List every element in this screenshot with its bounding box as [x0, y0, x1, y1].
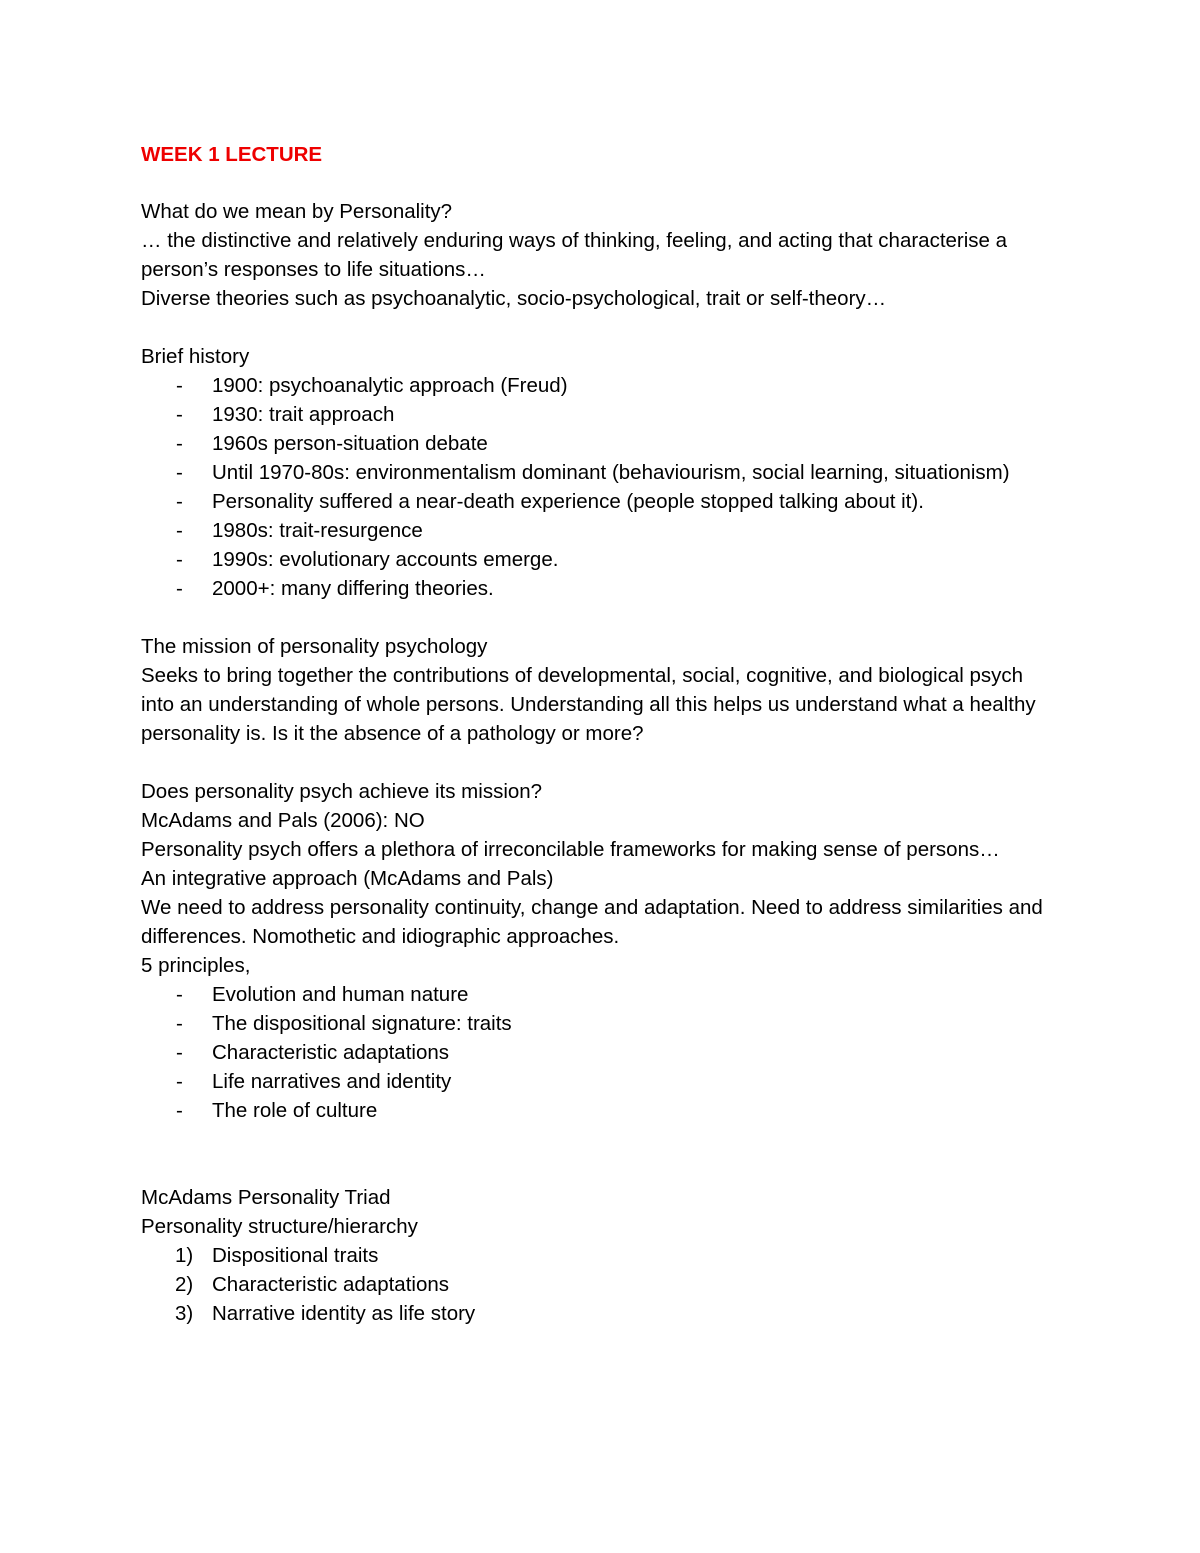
list-item: 3) Narrative identity as life story	[141, 1299, 1061, 1328]
intro-heading: What do we mean by Personality?	[141, 200, 453, 223]
dash-marker: -	[176, 1070, 183, 1093]
history-section	[141, 342, 1061, 603]
achieve-line: We need to address personality continuity, change and adaptation. Need to address similarities and differences. Nomothetic and idiographic approaches.	[141, 896, 1043, 948]
number-marker: 3)	[175, 1302, 194, 1325]
triad-list	[141, 1241, 1061, 1328]
principles-list	[141, 980, 1061, 1125]
achieve-line: An integrative approach (McAdams and Pals)	[141, 867, 554, 890]
mission-body: Seeks to bring together the contributions of developmental, social, cognitive, and biological psych into an understanding of whole persons. Understanding all this helps us understand what a healthy personality is. Is it the absence of a pathology or more?	[141, 664, 1036, 745]
dash-marker: -	[176, 519, 183, 542]
dash-marker: -	[176, 983, 183, 1006]
intro-definition: … the distinctive and relatively enduring ways of thinking, feeling, and acting that characterise a person’s responses to life situations…	[141, 229, 1008, 281]
list-item: - Until 1970-80s: environmentalism dominant (behaviourism, social learning, situationism)	[141, 458, 1061, 487]
list-item: - 1930: trait approach	[141, 400, 1061, 429]
triad-section	[141, 1183, 1061, 1328]
achieve-line: McAdams and Pals (2006): NO	[141, 809, 425, 832]
triad-subheading: Personality structure/hierarchy	[141, 1215, 418, 1238]
list-item: 2) Characteristic adaptations	[141, 1270, 1061, 1299]
list-item: - Life narratives and identity	[141, 1067, 1061, 1096]
intro-section	[141, 197, 1061, 313]
history-heading: Brief history	[141, 345, 250, 368]
page-title: WEEK 1 LECTURE	[141, 143, 323, 166]
principles-heading: 5 principles,	[141, 954, 251, 977]
dash-marker: -	[176, 1041, 183, 1064]
dash-marker: -	[176, 548, 183, 571]
dash-marker: -	[176, 490, 183, 513]
dash-marker: -	[176, 403, 183, 426]
list-item: - The dispositional signature: traits	[141, 1009, 1061, 1038]
intro-theories: Diverse theories such as psychoanalytic, socio-psychological, trait or self-theory…	[141, 287, 887, 310]
number-marker: 2)	[175, 1273, 194, 1296]
blank-space	[141, 1125, 1061, 1183]
dash-marker: -	[176, 432, 183, 455]
number-marker: 1)	[175, 1244, 194, 1267]
mission-section	[141, 632, 1061, 748]
list-item: - 2000+: many differing theories.	[141, 574, 1061, 603]
list-item: - 1990s: evolutionary accounts emerge.	[141, 545, 1061, 574]
triad-heading: McAdams Personality Triad	[141, 1186, 391, 1209]
dash-marker: -	[176, 374, 183, 397]
list-item: - 1900: psychoanalytic approach (Freud)	[141, 371, 1061, 400]
list-item: - The role of culture	[141, 1096, 1061, 1125]
list-item: - 1980s: trait-resurgence	[141, 516, 1061, 545]
achieve-line: Personality psych offers a plethora of irreconcilable frameworks for making sense of persons…	[141, 838, 1000, 861]
achieve-section	[141, 777, 1061, 1125]
dash-marker: -	[176, 461, 183, 484]
dash-marker: -	[176, 577, 183, 600]
document-page	[141, 140, 1061, 1328]
list-item: - Characteristic adaptations	[141, 1038, 1061, 1067]
list-item: 1) Dispositional traits	[141, 1241, 1061, 1270]
list-item: - Evolution and human nature	[141, 980, 1061, 1009]
list-item: - 1960s person-situation debate	[141, 429, 1061, 458]
achieve-heading: Does personality psych achieve its mission?	[141, 780, 543, 803]
list-item: - Personality suffered a near-death experience (people stopped talking about it).	[141, 487, 1061, 516]
history-list	[141, 371, 1061, 603]
dash-marker: -	[176, 1099, 183, 1122]
mission-heading: The mission of personality psychology	[141, 635, 488, 658]
dash-marker: -	[176, 1012, 183, 1035]
